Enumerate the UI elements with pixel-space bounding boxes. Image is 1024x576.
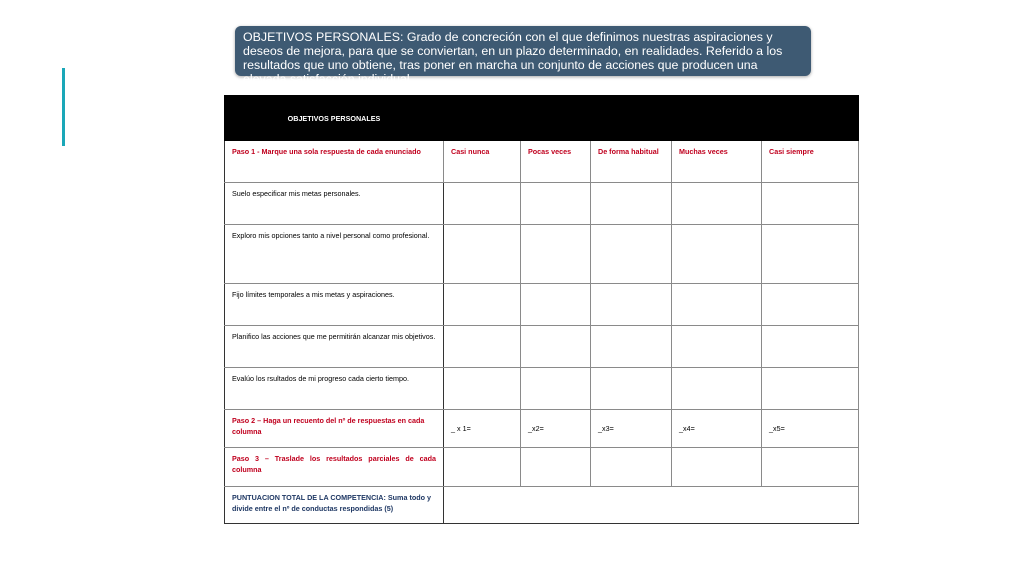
statement-cell — [225, 284, 444, 326]
answer-cell-pocas-veces[interactable] — [521, 326, 591, 368]
answer-cell-pocas-veces[interactable] — [521, 225, 591, 284]
total-instruction: Suma todo y divide entre el nº de conductas respondidas (5) — [232, 493, 432, 513]
table-header-row — [225, 96, 859, 141]
multiplier-cell[interactable] — [762, 410, 859, 448]
multiplier-x5: _x5= — [769, 424, 785, 433]
answer-cell-de-forma-habitual[interactable] — [591, 326, 672, 368]
multiplier-x1: _ x 1= — [451, 424, 471, 433]
answer-cell-casi-nunca[interactable] — [444, 326, 521, 368]
statement-row — [225, 368, 859, 410]
column-header-cell — [591, 141, 672, 183]
answer-cell-casi-siempre[interactable] — [762, 326, 859, 368]
step3-row — [225, 448, 859, 487]
total-label-cell — [225, 487, 444, 524]
answer-cell-de-forma-habitual[interactable] — [591, 368, 672, 410]
answer-cell-casi-siempre[interactable] — [762, 368, 859, 410]
total-row — [225, 487, 859, 524]
answer-cell-casi-nunca[interactable] — [444, 225, 521, 284]
total-label — [225, 487, 443, 519]
statement-text: Evalúo los rsultados de mi progreso cada cierto tiempo. — [232, 374, 409, 383]
statement-row — [225, 284, 859, 326]
statement-cell — [225, 326, 444, 368]
questionnaire-table — [224, 95, 859, 524]
statement-text: Suelo especificar mis metas personales. — [232, 189, 361, 198]
answer-cell-casi-nunca[interactable] — [444, 183, 521, 225]
column-header-cell — [672, 141, 762, 183]
column-header-cell — [521, 141, 591, 183]
step2-label: Paso 2 – Haga un recuento del nº de respuestas en cada columna — [232, 416, 425, 436]
answer-cell-pocas-veces[interactable] — [521, 183, 591, 225]
statement-row — [225, 326, 859, 368]
multiplier-cell[interactable] — [521, 410, 591, 448]
answer-cell-casi-siempre[interactable] — [762, 183, 859, 225]
column-header-muchas-veces: Muchas veces — [679, 147, 728, 156]
answer-cell-muchas-veces[interactable] — [672, 284, 762, 326]
total-title: PUNTUACION TOTAL DE LA COMPETENCIA: — [232, 493, 386, 502]
step3-cell — [225, 448, 444, 487]
column-header-pocas-veces: Pocas veces — [528, 147, 572, 156]
step1-row — [225, 141, 859, 183]
statement-text: Fijo límites temporales a mis metas y aspiraciones. — [232, 290, 395, 299]
column-header-cell — [762, 141, 859, 183]
step2-row — [225, 410, 859, 448]
answer-cell-casi-siempre[interactable] — [762, 284, 859, 326]
accent-line — [62, 68, 65, 146]
multiplier-x3: _x3= — [598, 424, 614, 433]
statement-cell — [225, 368, 444, 410]
answer-cell-casi-nunca[interactable] — [444, 368, 521, 410]
column-header-casi-nunca: Casi nunca — [451, 147, 490, 156]
partial-result-cell[interactable] — [672, 448, 762, 487]
table-title: OBJETIVOS PERSONALES — [287, 113, 381, 123]
definition-text: OBJETIVOS PERSONALES: Grado de concreción con el que definimos nuestras aspiraciones y deseos de mejora, para que se conviertan, en un plazo determinado, en realidades. Referido a los resultados que uno obtiene, tras poner en marcha un conjunto de acciones que producen una elevada satisfacción individual. — [243, 30, 783, 86]
partial-result-cell[interactable] — [521, 448, 591, 487]
answer-cell-pocas-veces[interactable] — [521, 368, 591, 410]
step1-label: Paso 1 - Marque una sola respuesta de cada enunciado — [232, 147, 421, 156]
step1-cell — [225, 141, 444, 183]
step2-cell — [225, 410, 444, 448]
statement-row — [225, 183, 859, 225]
multiplier-x2: _x2= — [528, 424, 544, 433]
statement-text: Planifico las acciones que me permitirán alcanzar mis objetivos. — [232, 332, 436, 341]
answer-cell-muchas-veces[interactable] — [672, 225, 762, 284]
answer-cell-de-forma-habitual[interactable] — [591, 284, 672, 326]
answer-cell-de-forma-habitual[interactable] — [591, 183, 672, 225]
answer-cell-casi-nunca[interactable] — [444, 284, 521, 326]
header-blank-cell — [521, 96, 859, 141]
statement-text: Exploro mis opciones tanto a nivel personal como profesional. — [232, 231, 430, 240]
definition-banner — [235, 26, 811, 86]
column-header-de-forma-habitual: De forma habitual — [598, 147, 659, 156]
answer-cell-de-forma-habitual[interactable] — [591, 225, 672, 284]
statement-row — [225, 225, 859, 284]
answer-cell-muchas-veces[interactable] — [672, 326, 762, 368]
answer-cell-muchas-veces[interactable] — [672, 183, 762, 225]
partial-result-cell[interactable] — [762, 448, 859, 487]
multiplier-cell[interactable] — [591, 410, 672, 448]
statement-cell — [225, 225, 444, 284]
table-title-cell — [225, 96, 444, 141]
multiplier-cell[interactable] — [672, 410, 762, 448]
column-header-cell — [444, 141, 521, 183]
total-score-cell[interactable] — [444, 487, 859, 524]
statement-cell — [225, 183, 444, 225]
answer-cell-muchas-veces[interactable] — [672, 368, 762, 410]
header-blank-cell — [444, 96, 521, 141]
answer-cell-casi-siempre[interactable] — [762, 225, 859, 284]
partial-result-cell[interactable] — [444, 448, 521, 487]
multiplier-x4: _x4= — [679, 424, 695, 433]
multiplier-cell[interactable] — [444, 410, 521, 448]
step3-label: Paso 3 – Traslade los resultados parciales de cada columna — [232, 454, 436, 474]
column-header-casi-siempre: Casi siempre — [769, 147, 814, 156]
answer-cell-pocas-veces[interactable] — [521, 284, 591, 326]
partial-result-cell[interactable] — [591, 448, 672, 487]
